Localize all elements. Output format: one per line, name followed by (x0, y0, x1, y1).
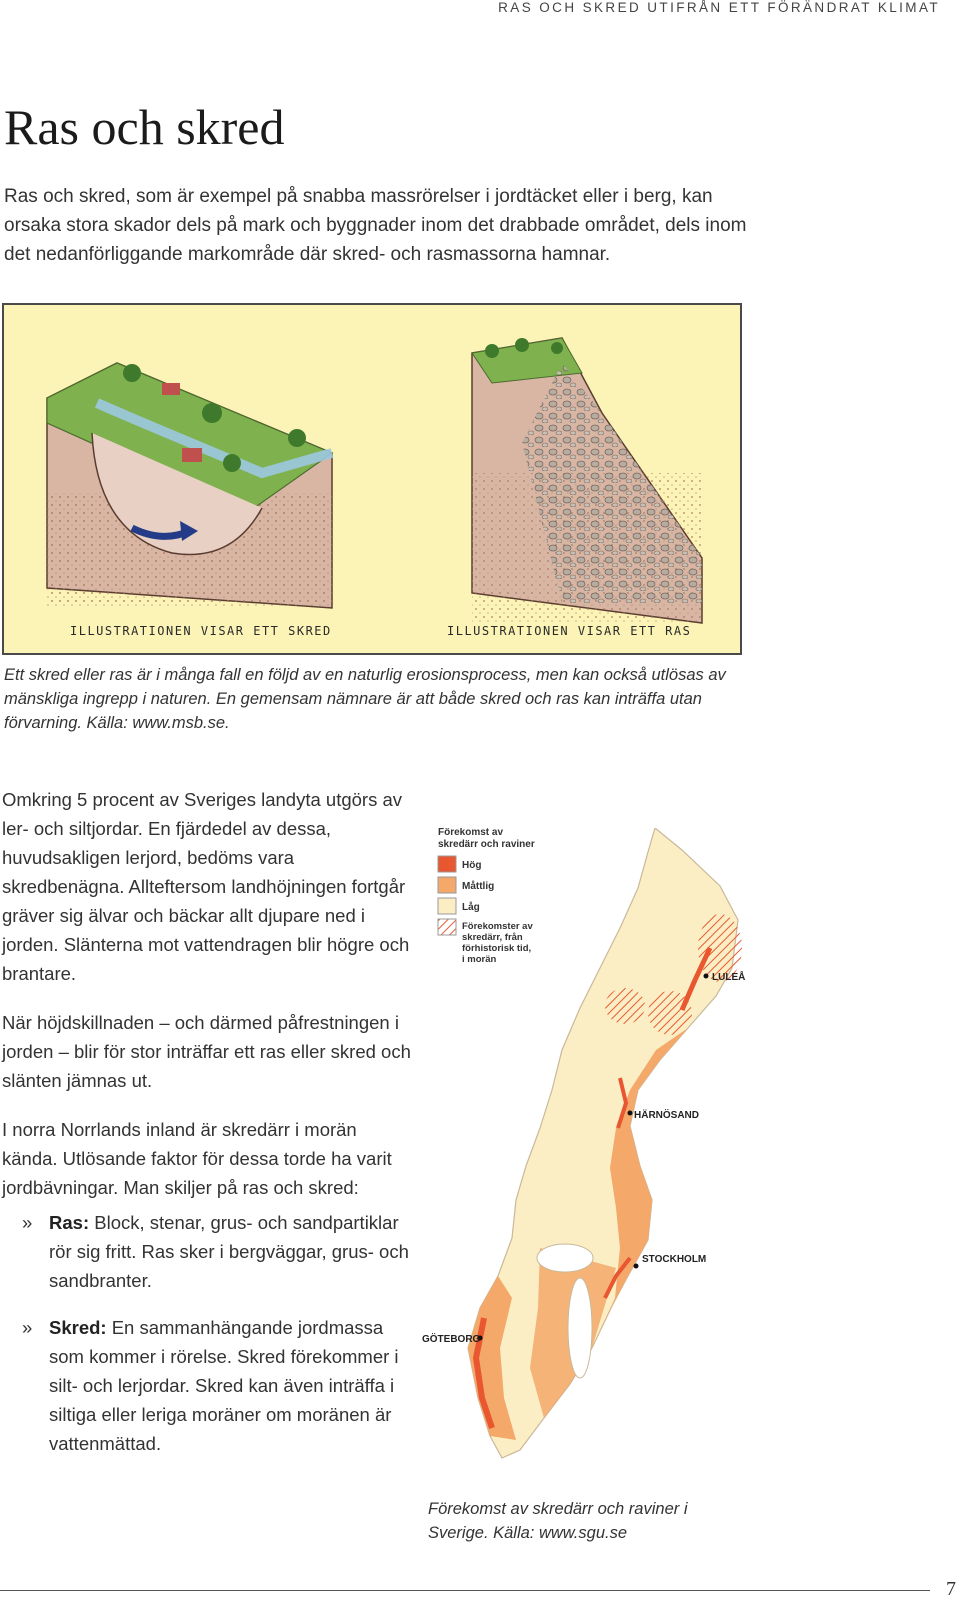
map-legend (438, 856, 533, 965)
bullet-list (2, 1208, 412, 1458)
legend-hatch-label: förhistorisk tid, (462, 943, 532, 954)
body-paragraph: När höjdskillnaden – och därmed påfrestningen i jorden – blir för stor inträffar ett ras eller skred och slänten jämnas ut. (2, 1012, 411, 1091)
bullet-term: Ras: (49, 1212, 90, 1233)
map-legend-title: skredärr och raviner (438, 839, 535, 850)
bullet-text: Block, stenar, grus- och sandpartiklar rör sig fritt. Ras sker i bergväggar, grus- och sandbranter. (49, 1212, 409, 1291)
sweden-map (420, 828, 760, 1483)
illustration-label-ras: ILLUSTRATIONEN VISAR ETT RAS (447, 624, 692, 638)
bullet-term: Skred: (49, 1317, 107, 1338)
footer-rule (0, 1590, 930, 1591)
legend-hatch-label: skredärr, från (462, 932, 523, 943)
city-label-harnosand: HÄRNÖSAND (634, 1110, 699, 1121)
bullet-item (2, 1208, 412, 1295)
intro-paragraph: Ras och skred, som är exempel på snabba massrörelser i jordtäcket eller i berg, kan orsaka stora skador dels på mark och byggnader inom det drabbade området, dels inom det nedanförliggande markområde där skred- och rasmassorna hamnar. (4, 186, 747, 265)
bullet-marker: » (22, 1212, 33, 1233)
bullet-marker: » (22, 1317, 33, 1338)
city-label-lulea: LULEÅ (712, 972, 746, 983)
map-caption: Förekomst av skredärr och raviner i Sverige. Källa: www.sgu.se (428, 1500, 688, 1542)
legend-hatch-label: i morän (462, 954, 497, 965)
legend-label-mattlig: Måttlig (462, 881, 495, 892)
body-paragraph: I norra Norrlands inland är skredärr i morän kända. Utlösande faktor för dessa torde ha varit jordbävningar. Man skiljer på ras och skred: (2, 1119, 392, 1198)
page-number: 7 (946, 1578, 956, 1600)
bullet-text: En sammanhängande jordmassa som kommer i rörelse. Skred förekommer i silt- och lerjordar. Skred kan även inträffa i siltiga eller leriga moräner om moränen är vattenmättad. (49, 1317, 399, 1454)
body-paragraph: Omkring 5 procent av Sveriges landyta utgörs av ler- och siltjordar. En fjärdedel av dessa, huvudsakligen lerjord, bedöms vara skredbenägna. Allteftersom landhöjningen fortgår gräver sig älvar och bäckar allt djupare ned i jorden. Slänterna mot vattendragen blir högre och brantare. (2, 789, 410, 984)
legend-hatch-label: Förekomster av (462, 921, 533, 932)
legend-label-hog: Hög (462, 860, 482, 871)
body-text (2, 785, 412, 1476)
illustration-caption: Ett skred eller ras är i många fall en följd av en naturlig erosionsprocess, men kan också utlösas av mänskliga ingrepp i naturen. En gemensam nämnare är att både skred och ras kan inträffa utan förvarning. Källa: www.msb.se. (4, 666, 726, 732)
illustration-label-skred: ILLUSTRATIONEN VISAR ETT SKRED (70, 624, 332, 638)
landslide-illustration (2, 303, 742, 655)
city-label-stockholm: STOCKHOLM (642, 1254, 707, 1265)
bullet-item (2, 1313, 412, 1458)
legend-label-lag: Låg (462, 902, 480, 913)
running-head: RAS OCH SKRED UTIFRÅN ETT FÖRÄNDRAT KLIMAT (498, 0, 940, 15)
city-label-goteborg: GÖTEBORG (422, 1334, 481, 1345)
map-legend-title: Förekomst av (438, 828, 504, 838)
page-title: Ras och skred (4, 99, 285, 155)
